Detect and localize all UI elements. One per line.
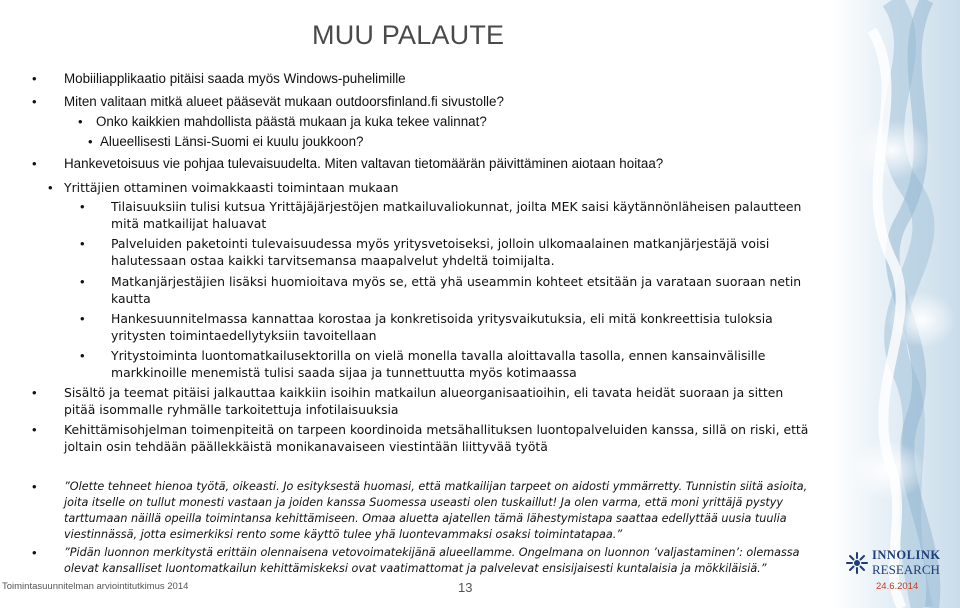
slide-title: MUU PALAUTE	[312, 20, 505, 50]
bullet-icon: •	[80, 274, 85, 289]
bullet-text-continued: halutessaan ostaa kaikki tarvitsemansa maapalvelut yhdeltä toimijalta.	[111, 253, 555, 268]
bullet-icon: •	[80, 311, 85, 326]
logo-text-top: INNOLINK	[872, 548, 941, 562]
bullet-text-continued: joltain osin tehdään päällekkäistä monikanavaiseen viestintään liittyvää työtä	[64, 439, 548, 454]
bullet-text-continued: pitää isommalle ryhmälle tarkoitettuja infotilaisuuksia	[64, 402, 399, 417]
decorative-side-image	[832, 0, 960, 608]
footer-date: 24.6.2014	[876, 581, 919, 592]
bullet-text: Miten valitaan mitkä alueet pääsevät mukaan outdoorsfinland.fi sivustolle?	[64, 94, 504, 109]
bullet-icon: •	[32, 385, 37, 400]
bullet-text: Yritystoiminta luontomatkailusektorilla on vielä monella tavalla aloittavalla tasolla, ennen kansainvälisille	[111, 348, 766, 363]
bullet-icon: •	[80, 199, 85, 214]
bullet-text-continued: yritysten toimintaedellytyksiin tavoitellaan	[111, 328, 377, 343]
bullet-icon: •	[88, 134, 93, 149]
bullet-text: Alueellisesti Länsi-Suomi ei kuulu joukkoon?	[100, 134, 364, 149]
logo-star-icon	[846, 552, 868, 574]
bullet-icon: •	[32, 479, 37, 494]
bullet-text: Yrittäjien ottaminen voimakkaasti toimintaan mukaan	[64, 180, 399, 195]
quote-text: ”Pidän luonnon merkitystä erittäin olennaisena vetovoimatekijänä alueellamme. Ongelmana on luonnon ’valjastaminen’: olemassa	[64, 546, 800, 559]
page-number: 13	[458, 580, 473, 595]
quote-text-continued: tarttumaan näillä opeilla toimintansa kehittämiseen. Omaa aluetta ajatellen tämä lähestymistapa saattaa edellyttää uusia tuulia	[64, 512, 787, 525]
bullet-text-continued: markkinoille menemistä tulisi saada sijaa ja tunnettuutta myös kotimaassa	[111, 365, 577, 380]
bullet-text: Matkanjärjestäjien lisäksi huomioitava myös se, että yhä useammin kohteet etsitään ja varataan suoraan netin	[111, 274, 802, 289]
quote-text-continued: olevat kansalliset luontomatkailun kehittämiskeksi ovat vaatimattomat ja palvelevat ensisijaisesti kuntalaisia ja mökkiläisiä.”	[64, 562, 767, 575]
bullet-text: Hankesuunnitelmassa kannattaa korostaa ja konkretisoida yritysvaikutuksia, eli mitä konkreettisia tuloksia	[111, 311, 773, 326]
bullet-icon: •	[32, 156, 37, 171]
bullet-icon: •	[32, 422, 37, 437]
bullet-text: Tilaisuuksiin tulisi kutsua Yrittäjäjärjestöjen matkailuvaliokunnat, joilta MEK saisi käytännönläheisen palautteen	[111, 199, 802, 214]
innolink-logo	[846, 548, 952, 582]
quote-text-continued: viestinnässä, jotta esimerkiksi rento some käyttö tulee yhä luontevammaksi osaksi toimintatapaa.”	[64, 528, 623, 541]
bullet-icon: •	[32, 94, 37, 109]
decorative-swirl-graphic	[832, 0, 960, 608]
bullet-icon: •	[48, 180, 53, 195]
bullet-icon: •	[80, 348, 85, 363]
bullet-text-continued: kautta	[111, 291, 151, 306]
bullet-icon: •	[80, 236, 85, 251]
bullet-text: Onko kaikkien mahdollista päästä mukaan ja kuka tekee valinnat?	[96, 114, 487, 129]
bullet-text-continued: mitä matkailijat haluavat	[111, 216, 267, 231]
bullet-text: Palveluiden paketointi tulevaisuudessa myös yritysvetoiseksi, jolloin ulkomaalainen matkanjärjestäjä voisi	[111, 236, 770, 251]
bullet-icon: •	[32, 71, 37, 86]
bullet-text: Mobiiliapplikaatio pitäisi saada myös Windows-puhelimille	[64, 71, 406, 86]
quote-text: ”Olette tehneet hienoa työtä, oikeasti. Jo esityksestä huomasi, että matkailijan tarpeet on aidosti ymmärretty. Tunnistin siitä asioita,	[64, 480, 808, 493]
bullet-text: Hankevetoisuus vie pohjaa tulevaisuudelta. Miten valtavan tietomäärän päivittäminen aiotaan hoitaa?	[64, 156, 664, 171]
bullet-text: Sisältö ja teemat pitäisi jalkauttaa kaikkiin isoihin matkailun alueorganisaatioihin, eli tavata heidät suoraan ja sitten	[64, 385, 784, 400]
footer-text: Toimintasuunnitelman arviointitutkimus 2014	[2, 581, 189, 592]
bullet-icon: •	[78, 114, 83, 129]
bullet-text: Kehittämisohjelman toimenpiteitä on tarpeen koordinoida metsähallituksen luontopalveluiden kanssa, sillä on riski, että	[64, 422, 809, 437]
quote-text-continued: joita itselle on tullut monesti vastaan ja joiden kanssa Suomessa useasti olen tuskaillut! Ja olen varma, että moni yrittäjä pystyy	[64, 496, 784, 509]
logo-text-bottom: RESEARCH	[872, 562, 940, 577]
bullet-icon: •	[32, 545, 37, 560]
